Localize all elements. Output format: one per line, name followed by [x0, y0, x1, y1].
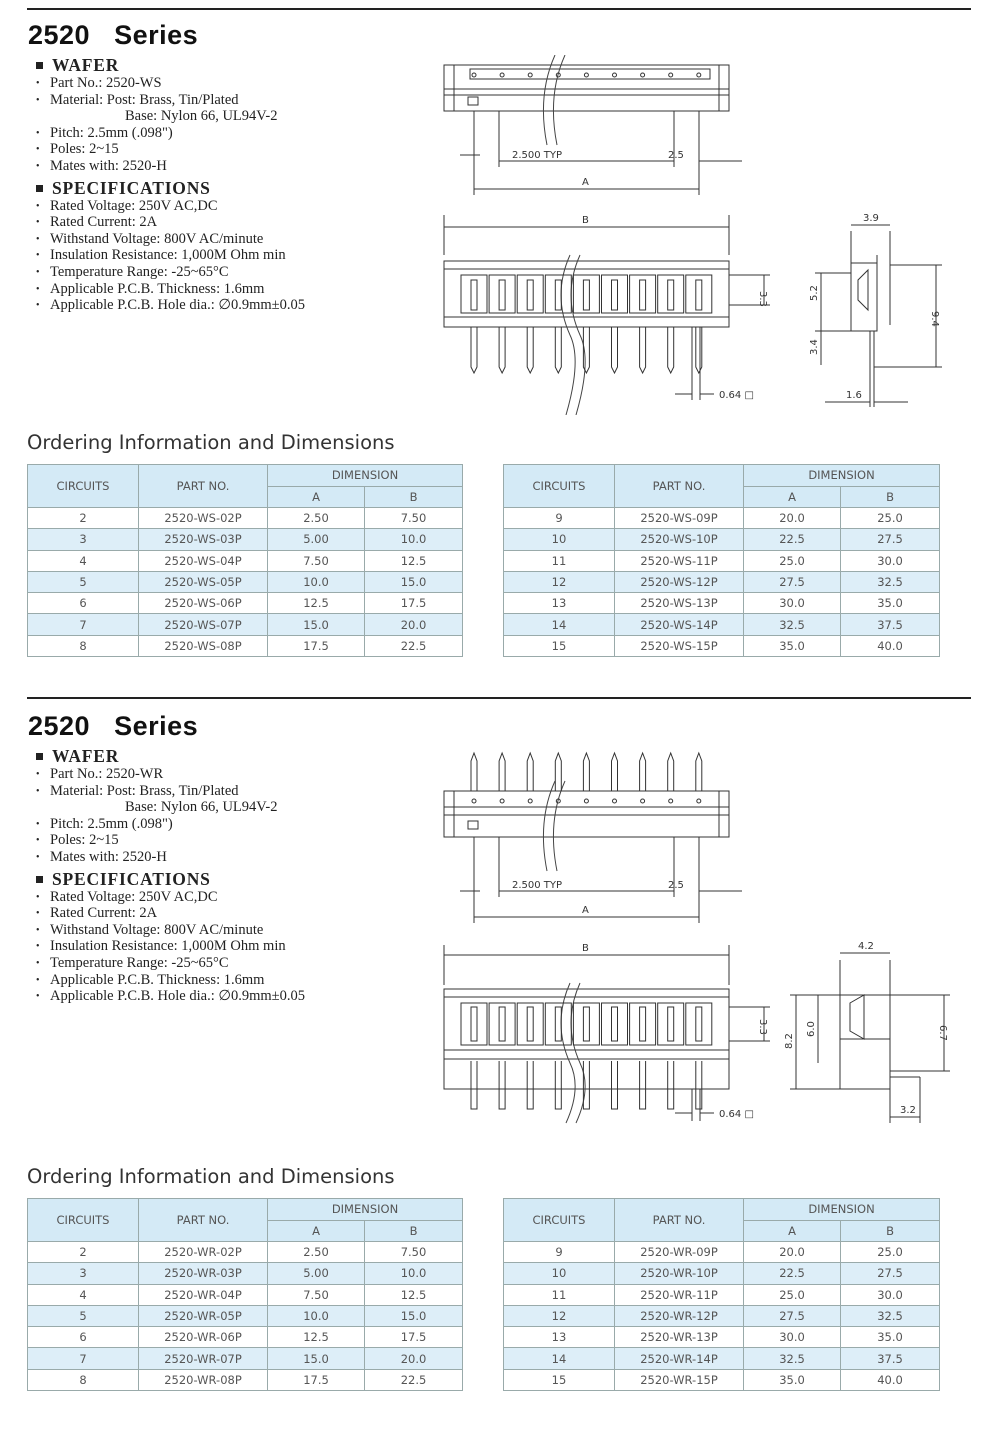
- table-row: 11 2520-WS-11P 25.0 30.0: [504, 550, 940, 571]
- col-header-a: A: [744, 486, 841, 508]
- pin-notch: [613, 799, 617, 803]
- table-row: 6 2520-WR-06P 12.5 17.5: [28, 1327, 463, 1348]
- wafer-top-outline: [444, 791, 729, 837]
- pin-outline: [696, 280, 702, 310]
- pin-tail: [640, 1061, 646, 1109]
- pin-notch: [528, 73, 532, 77]
- pin-outline: [640, 280, 646, 310]
- spec-line: • Mates with: 2520-H: [36, 157, 167, 174]
- series-title: 2520 Series: [28, 20, 199, 50]
- col-header-circuits: CIRCUITS: [28, 465, 139, 508]
- drawing-label-pitch-end: 2.5: [668, 150, 684, 161]
- cavity-outline: [602, 275, 628, 313]
- pin-notch: [584, 73, 588, 77]
- drawing-label-dim-a: A: [582, 905, 589, 916]
- col-header-dimension: DIMENSION: [744, 465, 940, 487]
- pin-post: [555, 753, 561, 791]
- pin-post: [696, 753, 702, 791]
- spec-line: • Temperature Range: -25~65°C: [36, 263, 229, 280]
- pin-outline: [668, 280, 674, 310]
- table-row: 7 2520-WS-07P 15.0 20.0: [28, 614, 463, 635]
- spec-line: • Part No.: 2520-WS: [36, 75, 162, 91]
- table-row: 9 2520-WS-09P 20.0 25.0: [504, 508, 940, 529]
- cavity-outline: [630, 275, 656, 313]
- pin-tail: [499, 327, 505, 373]
- table-row: 8 2520-WS-08P 17.5 22.5: [28, 635, 463, 656]
- col-header-b: B: [841, 1220, 940, 1242]
- pin-tail: [471, 1061, 477, 1109]
- col-header-circuits: CIRCUITS: [504, 465, 615, 508]
- col-header-circuits: CIRCUITS: [28, 1199, 139, 1242]
- col-header-part-no: PART NO.: [615, 465, 744, 508]
- pin-notch: [528, 799, 532, 803]
- table-row: 5 2520-WR-05P 10.0 15.0: [28, 1305, 463, 1326]
- pin-outline: [527, 280, 533, 310]
- pin-tail: [640, 327, 646, 373]
- table-row: 5 2520-WS-05P 10.0 15.0: [28, 571, 463, 592]
- pin-notch: [697, 799, 701, 803]
- drawing-label-side-h2: 6.0: [806, 1021, 817, 1037]
- table-row: 12 2520-WS-12P 27.5 32.5: [504, 571, 940, 592]
- cavity-outline: [489, 1003, 515, 1045]
- pin-outline: [612, 1007, 618, 1041]
- spec-line: • Temperature Range: -25~65°C: [36, 954, 229, 971]
- drawing-label-side-h1: 5.2: [809, 285, 820, 301]
- cavity-outline: [461, 1003, 487, 1045]
- cavity-outline: [658, 1003, 684, 1045]
- pin-notch: [584, 799, 588, 803]
- spec-line: • Rated Voltage: 250V AC,DC: [36, 197, 218, 214]
- pin-tail: [668, 1061, 674, 1109]
- table-row: 2 2520-WS-02P 2.50 7.50: [28, 508, 463, 529]
- pin-notch: [472, 73, 476, 77]
- drawing-label-side-h2: 3.4: [809, 339, 820, 355]
- drawing-label-side-h1: 8.2: [784, 1033, 795, 1049]
- pin-outline: [583, 1007, 589, 1041]
- drawing-label-dim-a: A: [582, 177, 589, 188]
- section-divider: [27, 8, 971, 10]
- pin-post: [640, 753, 646, 791]
- spec-line: • Part No.: 2520-WR: [36, 766, 164, 782]
- spec-line: • Pitch: 2.5mm (.098"): [36, 815, 173, 832]
- col-header-part-no: PART NO.: [615, 1199, 744, 1242]
- spec-line: • Poles: 2~15: [36, 832, 119, 849]
- col-header-dimension: DIMENSION: [744, 1199, 940, 1221]
- cavity-outline: [545, 1003, 571, 1045]
- cavity-outline: [630, 1003, 656, 1045]
- drawing-label-pitch-typ: 2.500 TYP: [512, 150, 563, 161]
- table-row: 3 2520-WS-03P 5.00 10.0: [28, 529, 463, 550]
- cavity-outline: [461, 275, 487, 313]
- pin-notch: [669, 73, 673, 77]
- drawing-label-pin: 0.64 □: [719, 390, 754, 401]
- table-row: 6 2520-WS-06P 12.5 17.5: [28, 593, 463, 614]
- table-row: 13 2520-WR-13P 30.0 35.0: [504, 1327, 940, 1348]
- col-header-dimension: DIMENSION: [268, 1199, 463, 1221]
- pin-outline: [555, 1007, 561, 1041]
- drawing-label-dim-b: B: [582, 943, 589, 954]
- pin-outline: [471, 1007, 477, 1041]
- wafer-heading: WAFER: [36, 55, 305, 75]
- col-header-b: B: [365, 1220, 463, 1242]
- drawing-label-side-bottom: 1.6: [846, 390, 862, 401]
- pin-post: [527, 753, 533, 791]
- col-header-part-no: PART NO.: [139, 1199, 268, 1242]
- spec-heading: SPECIFICATIONS: [36, 178, 305, 198]
- pin-tail: [668, 327, 674, 373]
- spec-line: • Insulation Resistance: 1,000M Ohm min: [36, 247, 286, 264]
- pin-outline: [583, 280, 589, 310]
- pin-tail: [696, 327, 702, 373]
- col-header-circuits: CIRCUITS: [504, 1199, 615, 1242]
- table-row: 10 2520-WS-10P 22.5 27.5: [504, 529, 940, 550]
- pin-tail: [612, 1061, 618, 1109]
- cavity-outline: [573, 1003, 599, 1045]
- wafer-heading: WAFER: [36, 746, 305, 766]
- pin-tail: [499, 1061, 505, 1109]
- drawing-label-pin: 0.64 □: [719, 1109, 754, 1120]
- ordering-table-left: [27, 1198, 463, 1391]
- pin-post: [499, 753, 505, 791]
- cavity-outline: [658, 275, 684, 313]
- spec-line: • Applicable P.C.B. Thickness: 1.6mm: [36, 280, 265, 297]
- drawing-label-pitch-typ: 2.500 TYP: [512, 880, 563, 891]
- spec-line: • Applicable P.C.B. Hole dia.: ∅0.9mm±0.05: [36, 297, 305, 314]
- spec-line: Base: Nylon 66, UL94V-2: [125, 108, 278, 125]
- table-row: 14 2520-WR-14P 32.5 37.5: [504, 1348, 940, 1369]
- pin-notch: [500, 799, 504, 803]
- drawing-label-h1: 3.3: [757, 1019, 768, 1035]
- spec-line: Base: Nylon 66, UL94V-2: [125, 799, 278, 816]
- technical-drawing: [430, 55, 970, 415]
- cavity-outline: [517, 1003, 543, 1045]
- ordering-heading: Ordering Information and Dimensions: [27, 431, 395, 454]
- table-row: 2 2520-WR-02P 2.50 7.50: [28, 1242, 463, 1263]
- cavity-outline: [602, 1003, 628, 1045]
- pin-notch: [472, 799, 476, 803]
- pin-outline: [555, 280, 561, 310]
- col-header-b: B: [841, 486, 940, 508]
- pin-tail: [527, 1061, 533, 1109]
- spec-line: • Rated Current: 2A: [36, 214, 158, 231]
- spec-line: • Applicable P.C.B. Thickness: 1.6mm: [36, 971, 265, 988]
- spec-line: • Pitch: 2.5mm (.098"): [36, 124, 173, 141]
- pin-notch: [669, 799, 673, 803]
- cavity-outline: [489, 275, 515, 313]
- spec-block: [36, 55, 305, 314]
- spec-line: • Material: Post: Brass, Tin/Plated: [36, 782, 239, 799]
- table-row: 9 2520-WR-09P 20.0 25.0: [504, 1242, 940, 1263]
- spec-line: • Withstand Voltage: 800V AC/minute: [36, 230, 264, 247]
- col-header-a: A: [268, 486, 365, 508]
- col-header-dimension: DIMENSION: [268, 465, 463, 487]
- pin-outline: [499, 280, 505, 310]
- cavity-outline: [545, 275, 571, 313]
- pin-tail: [555, 327, 561, 373]
- pin-notch: [613, 73, 617, 77]
- cavity-outline: [686, 1003, 712, 1045]
- pin-tail: [555, 1061, 561, 1109]
- spec-line: • Material: Post: Brass, Tin/Plated: [36, 91, 239, 108]
- drawing-label-h1: 3.3: [757, 291, 768, 307]
- drawing-label-side-total: 6.7: [937, 1025, 948, 1041]
- cavity-outline: [686, 275, 712, 313]
- drawing-label-dim-b: B: [582, 215, 589, 226]
- pin-notch: [500, 73, 504, 77]
- pin-tail: [583, 1061, 589, 1109]
- table-row: 10 2520-WR-10P 22.5 27.5: [504, 1263, 940, 1284]
- ordering-table-right: [503, 1198, 940, 1391]
- table-row: 12 2520-WR-12P 27.5 32.5: [504, 1305, 940, 1326]
- pin-notch: [641, 799, 645, 803]
- table-row: 13 2520-WS-13P 30.0 35.0: [504, 593, 940, 614]
- ordering-heading: Ordering Information and Dimensions: [27, 1165, 395, 1188]
- pin-notch: [641, 73, 645, 77]
- cavity-outline: [517, 275, 543, 313]
- table-row: 4 2520-WS-04P 7.50 12.5: [28, 550, 463, 571]
- col-header-part-no: PART NO.: [139, 465, 268, 508]
- pin-tail: [612, 327, 618, 373]
- table-row: 8 2520-WR-08P 17.5 22.5: [28, 1369, 463, 1390]
- spec-line: • Rated Voltage: 250V AC,DC: [36, 888, 218, 905]
- cavity-outline: [573, 275, 599, 313]
- wafer-top-outline: [444, 65, 729, 111]
- pin-outline: [696, 1007, 702, 1041]
- pin-outline: [640, 1007, 646, 1041]
- table-row: 4 2520-WR-04P 7.50 12.5: [28, 1284, 463, 1305]
- spec-line: • Mates with: 2520-H: [36, 848, 167, 865]
- series-title: 2520 Series: [28, 711, 199, 741]
- drawing-label-side-w: 4.2: [858, 941, 874, 952]
- col-header-a: A: [268, 1220, 365, 1242]
- pin-notch: [697, 73, 701, 77]
- pin-outline: [499, 1007, 505, 1041]
- table-row: 7 2520-WR-07P 15.0 20.0: [28, 1348, 463, 1369]
- spec-line: • Rated Current: 2A: [36, 905, 158, 922]
- spec-line: • Withstand Voltage: 800V AC/minute: [36, 921, 264, 938]
- technical-drawing: [430, 745, 970, 1130]
- spec-line: • Poles: 2~15: [36, 141, 119, 158]
- spec-line: • Applicable P.C.B. Hole dia.: ∅0.9mm±0.05: [36, 988, 305, 1005]
- pin-tail: [471, 327, 477, 373]
- pin-outline: [668, 1007, 674, 1041]
- table-row: 3 2520-WR-03P 5.00 10.0: [28, 1263, 463, 1284]
- pin-outline: [612, 280, 618, 310]
- pin-outline: [471, 280, 477, 310]
- ordering-table-left: [27, 464, 463, 657]
- table-row: 15 2520-WS-15P 35.0 40.0: [504, 635, 940, 656]
- col-header-b: B: [365, 486, 463, 508]
- pin-tail: [527, 327, 533, 373]
- col-header-a: A: [744, 1220, 841, 1242]
- pin-tail: [696, 1061, 702, 1109]
- ordering-table-right: [503, 464, 940, 657]
- pin-post: [471, 753, 477, 791]
- drawing-label-side-total: 9.4: [929, 311, 940, 327]
- spec-heading: SPECIFICATIONS: [36, 869, 305, 889]
- pin-post: [583, 753, 589, 791]
- table-row: 15 2520-WR-15P 35.0 40.0: [504, 1369, 940, 1390]
- table-row: 11 2520-WR-11P 25.0 30.0: [504, 1284, 940, 1305]
- pin-post: [612, 753, 618, 791]
- spec-line: • Insulation Resistance: 1,000M Ohm min: [36, 938, 286, 955]
- drawing-label-side-bottom: 3.2: [900, 1105, 916, 1116]
- pin-outline: [527, 1007, 533, 1041]
- drawing-label-pitch-end: 2.5: [668, 880, 684, 891]
- spec-block: [36, 746, 305, 1005]
- table-row: 14 2520-WS-14P 32.5 37.5: [504, 614, 940, 635]
- drawing-label-side-w: 3.9: [863, 213, 879, 224]
- pin-post: [668, 753, 674, 791]
- section-divider: [27, 697, 971, 699]
